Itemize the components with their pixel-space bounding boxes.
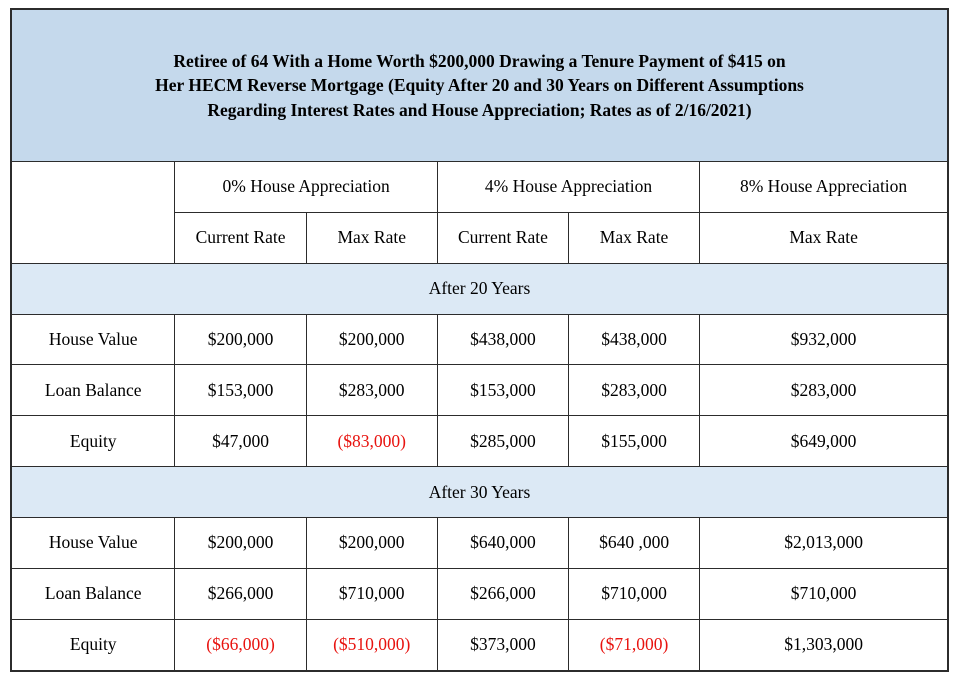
row-label: House Value <box>11 517 175 568</box>
table-cell: $283,000 <box>568 365 699 416</box>
title-line-1: Retiree of 64 With a Home Worth $200,000 Drawing a Tenure Payment of $415 on <box>173 51 786 72</box>
table-cell: $438,000 <box>437 314 568 365</box>
table-row <box>11 517 948 568</box>
hecm-equity-table <box>10 8 949 672</box>
table-cell: $200,000 <box>306 517 437 568</box>
row-label: Loan Balance <box>11 365 175 416</box>
table-cell: $266,000 <box>437 568 568 619</box>
table-cell: $283,000 <box>700 365 948 416</box>
table-row <box>11 619 948 671</box>
table-cell: $200,000 <box>306 314 437 365</box>
table-cell: ($71,000) <box>568 619 699 671</box>
table-cell: $649,000 <box>700 416 948 467</box>
title-line-2: Her HECM Reverse Mortgage (Equity After 20 and 30 Years on Different Assumptions <box>155 75 804 96</box>
section-band-after-30-years: After 30 Years <box>11 467 948 518</box>
table-cell: $153,000 <box>437 365 568 416</box>
rate-header-3: Max Rate <box>568 212 699 263</box>
section-band-row <box>11 263 948 314</box>
table-cell: $47,000 <box>175 416 306 467</box>
table-cell: $266,000 <box>175 568 306 619</box>
group-header-8pct: 8% House Appreciation <box>700 161 948 212</box>
section-band-row <box>11 467 948 518</box>
rate-header-1: Max Rate <box>306 212 437 263</box>
table-cell: $1,303,000 <box>700 619 948 671</box>
table-cell: ($66,000) <box>175 619 306 671</box>
title-row <box>11 9 948 161</box>
table-cell: $710,000 <box>700 568 948 619</box>
rate-header-0: Current Rate <box>175 212 306 263</box>
table-cell: ($83,000) <box>306 416 437 467</box>
title-line-3: Regarding Interest Rates and House Appreciation; Rates as of 2/16/2021) <box>207 99 752 120</box>
table-cell: $285,000 <box>437 416 568 467</box>
table-cell: $373,000 <box>437 619 568 671</box>
group-header-row <box>11 161 948 212</box>
table-title <box>11 9 948 161</box>
corner-blank-cell <box>11 161 175 263</box>
table-cell: $2,013,000 <box>700 517 948 568</box>
section-band-after-20-years: After 20 Years <box>11 263 948 314</box>
table-cell: $710,000 <box>568 568 699 619</box>
row-label: Loan Balance <box>11 568 175 619</box>
rate-header-4: Max Rate <box>700 212 948 263</box>
table-cell: ($510,000) <box>306 619 437 671</box>
row-label: Equity <box>11 416 175 467</box>
group-header-0pct: 0% House Appreciation <box>175 161 437 212</box>
table-cell: $283,000 <box>306 365 437 416</box>
table-row <box>11 416 948 467</box>
table-cell: $932,000 <box>700 314 948 365</box>
table-row <box>11 568 948 619</box>
table-cell: $640 ,000 <box>568 517 699 568</box>
table-cell: $710,000 <box>306 568 437 619</box>
table-cell: $640,000 <box>437 517 568 568</box>
rate-header-2: Current Rate <box>437 212 568 263</box>
table-row <box>11 365 948 416</box>
row-label: House Value <box>11 314 175 365</box>
table-row <box>11 314 948 365</box>
table-cell: $200,000 <box>175 517 306 568</box>
table-cell: $153,000 <box>175 365 306 416</box>
table-cell: $155,000 <box>568 416 699 467</box>
group-header-4pct: 4% House Appreciation <box>437 161 699 212</box>
row-label: Equity <box>11 619 175 671</box>
table-cell: $200,000 <box>175 314 306 365</box>
table-cell: $438,000 <box>568 314 699 365</box>
